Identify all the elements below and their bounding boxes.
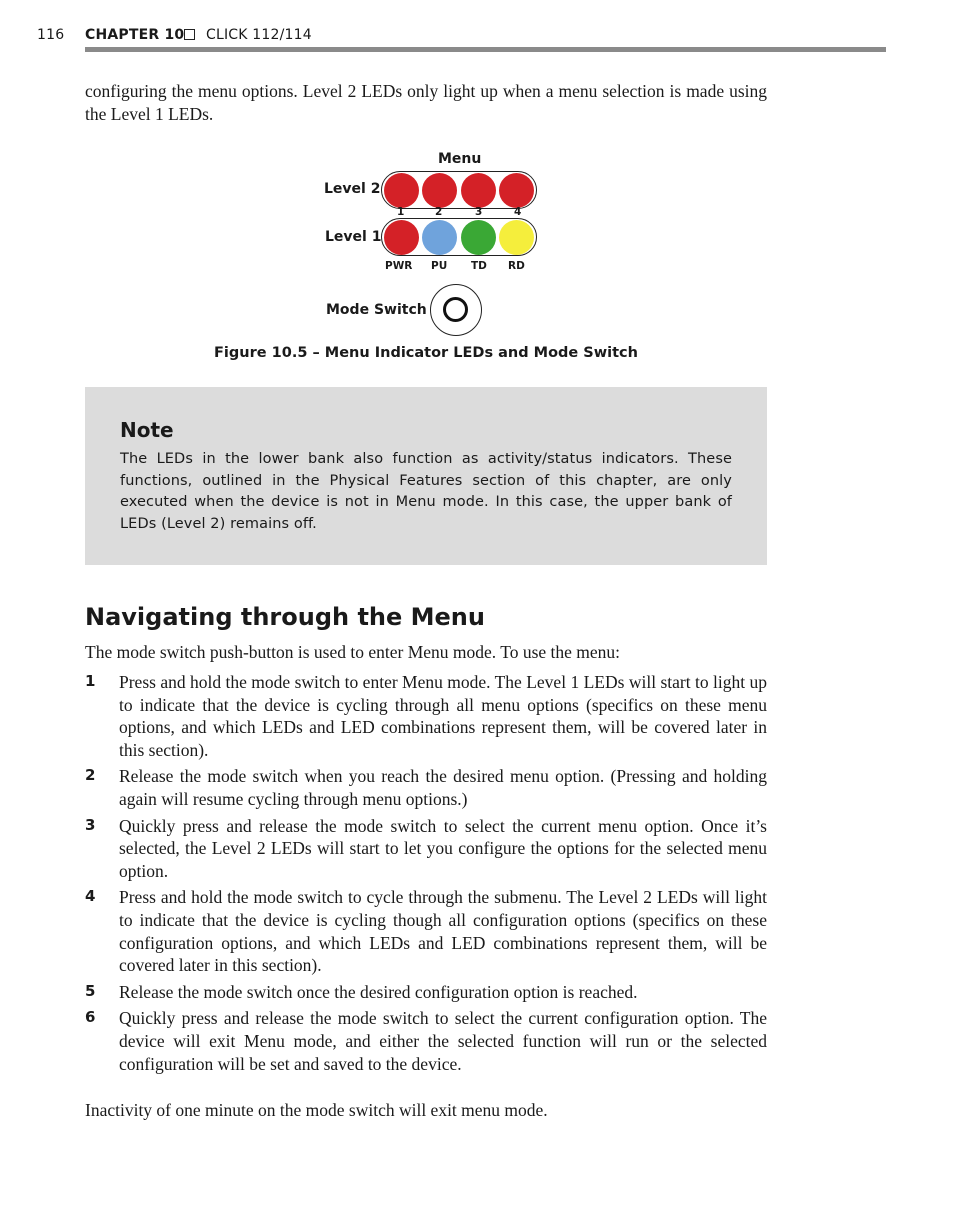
led-name-rd: RD xyxy=(508,260,525,272)
level2-led-bank xyxy=(381,171,537,209)
step-text: Quickly press and release the mode switch to select the current configuration option. The device will exit Menu mode, and either the selected function will run or the selected configuration will be set and saved to the device. xyxy=(119,1008,767,1074)
list-item xyxy=(85,981,767,1004)
figure-level2-label: Level 2 xyxy=(324,181,381,197)
figure-menu-label: Menu xyxy=(438,151,482,167)
separator-box-icon xyxy=(184,29,195,40)
step-text: Release the mode switch once the desired configuration option is reached. xyxy=(119,981,638,1002)
level1-led-td xyxy=(461,220,496,255)
chapter-label: CHAPTER 10 xyxy=(85,27,185,43)
note-box xyxy=(85,387,767,565)
steps-list xyxy=(85,671,767,1079)
intro-paragraph: configuring the menu options. Level 2 LEDs only light up when a menu selection is made using the Level 1 LEDs. xyxy=(85,81,767,124)
level2-led-2 xyxy=(422,173,457,208)
led-name-td: TD xyxy=(471,260,487,272)
led-name-pu: PU xyxy=(431,260,448,272)
level2-led-3 xyxy=(461,173,496,208)
mode-switch-ring xyxy=(443,297,468,322)
step-number: 6 xyxy=(85,1008,96,1027)
closing-paragraph: Inactivity of one minute on the mode switch will exit menu mode. xyxy=(85,1100,548,1120)
step-text: Press and hold the mode switch to cycle through the submenu. The Level 2 LEDs will light to indicate that the device is cycling though all configuration options (specifics on these configuration options, and which LEDs and LED combinations represent them, will be covered later in this section). xyxy=(119,887,767,976)
header-rule xyxy=(85,47,886,52)
list-item xyxy=(85,886,767,976)
figure-mode-switch-label: Mode Switch xyxy=(326,302,427,318)
section-intro: The mode switch push-button is used to enter Menu mode. To use the menu: xyxy=(85,642,621,662)
level1-led-pu xyxy=(422,220,457,255)
figure-level1-label: Level 1 xyxy=(325,229,382,245)
note-title: Note xyxy=(120,418,174,442)
step-text: Quickly press and release the mode switch to select the current menu option. Once it’s selected, the Level 2 LEDs will start to let you configure the options for the selected menu option. xyxy=(119,815,767,881)
list-item xyxy=(85,1007,767,1075)
product-title: CLICK 112/114 xyxy=(206,27,312,43)
level1-led-rd xyxy=(499,220,534,255)
step-number: 2 xyxy=(85,766,96,785)
step-text: Release the mode switch when you reach the desired menu option. (Pressing and holding again will resume cycling through menu options.) xyxy=(119,766,767,809)
step-number: 3 xyxy=(85,815,96,834)
step-text: Press and hold the mode switch to enter Menu mode. The Level 1 LEDs will start to light up to indicate that the device is cycling through all menu options (specifics on these menu options, and which LEDs and LED combinations represent them, will be covered later in this section). xyxy=(119,672,767,760)
page-number: 116 xyxy=(37,27,65,43)
list-item xyxy=(85,815,767,883)
led-number-2: 2 xyxy=(435,206,443,218)
note-body: The LEDs in the lower bank also function as activity/status indicators. These functions, outlined in the Physical Features section of this chapter, are only executed when the device is not in Menu mode. In this case, the upper bank of LEDs (Level 2) remains off. xyxy=(120,451,732,532)
list-item xyxy=(85,765,767,810)
led-number-1: 1 xyxy=(397,206,405,218)
step-number: 1 xyxy=(85,672,96,690)
mode-switch-button-icon xyxy=(430,284,482,336)
level2-led-4 xyxy=(499,173,534,208)
led-number-3: 3 xyxy=(475,206,483,218)
section-heading: Navigating through the Menu xyxy=(85,603,485,631)
level2-led-1 xyxy=(384,173,419,208)
step-number: 5 xyxy=(85,981,96,1000)
level1-led-bank xyxy=(381,218,537,256)
step-number: 4 xyxy=(85,887,96,906)
level1-led-pwr xyxy=(384,220,419,255)
led-number-4: 4 xyxy=(514,206,522,218)
led-name-pwr: PWR xyxy=(385,260,413,272)
figure-caption: Figure 10.5 – Menu Indicator LEDs and Mode Switch xyxy=(214,345,638,361)
list-item xyxy=(85,671,767,761)
